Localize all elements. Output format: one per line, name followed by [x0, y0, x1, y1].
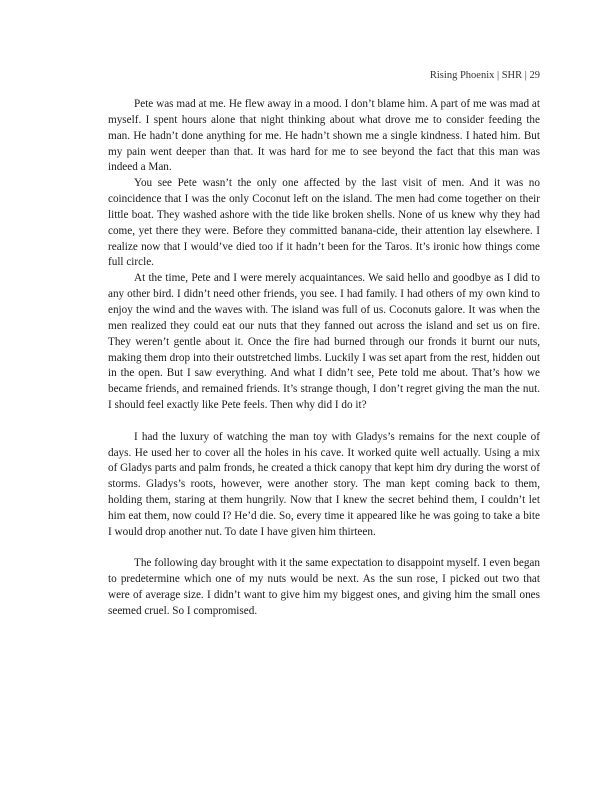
running-header: Rising Phoenix | SHR | 29	[429, 70, 540, 81]
paragraph: You see Pete wasn’t the only one affected by the last visit of men. And it was no coincidence that I was the only Coconut left on the island. The men had come together on their little boat. They washed ashore with the tide like broken shells. None of us knew why they had come, yet there they were. Before they committed banana-cide, their attention lay elsewhere. I realize now that I would’ve died too if it hadn’t been for the Taros. It’s ironic how things come full circle.	[108, 177, 540, 269]
paragraph: I had the luxury of watching the man toy with Gladys’s remains for the next couple of days. He used her to cover all the holes in his cave. It worked quite well actually. Using a mix of Gladys parts and palm fronds, he created a thick canopy that kept him dry during the worst of storms. Gladys’s roots, however, were another story. The man kept coming back to them, holding them, staring at them hungrily. Now that I knew the secret behind them, I couldn’t let him eat them, now could I? He’d die. So, every time it appeared like he was going to take a bite I would drop another nut. To date I have given him thirteen.	[108, 430, 540, 538]
paragraph: Pete was mad at me. He flew away in a mood. I don’t blame him. A part of me was mad at myself. I spent hours alone that night thinking about what drove me to consider feeding the man. He hadn’t done anything for me. He hadn’t shown me a single kindness. I hated him. But my pain went deeper than that. It was hard for me to see beyond the fact that this man was indeed a Man.	[108, 98, 540, 174]
body-text	[108, 97, 540, 620]
paragraph: At the time, Pete and I were merely acquaintances. We said hello and goodbye as I did to any other bird. I didn’t need other friends, you see. I had family. I had others of my own kind to enjoy the wind and the waves with. The island was full of us. Coconuts galore. It was when the men realized they could eat our nuts that they fanned out across the island and set us on fire. They weren’t gentle about it. Once the fire had burned through our fronds it burnt our nuts, making them drop into their outstretched limbs. Luckily I was set apart from the rest, hidden out in the open. But I saw everything. And what I didn’t see, Pete told me about. That’s how we became friends, and remained friends. It’s strange though, I don’t regret giving the man the nut. I should feel exactly like Pete feels. Then why did I do it?	[108, 272, 540, 412]
paragraph: The following day brought with it the same expectation to disappoint myself. I even began to predetermine which one of my nuts would be next. As the sun rose, I picked out two that were of average size. I didn’t want to give him my biggest ones, and giving him the small ones seemed cruel. So I compromised.	[108, 557, 540, 617]
